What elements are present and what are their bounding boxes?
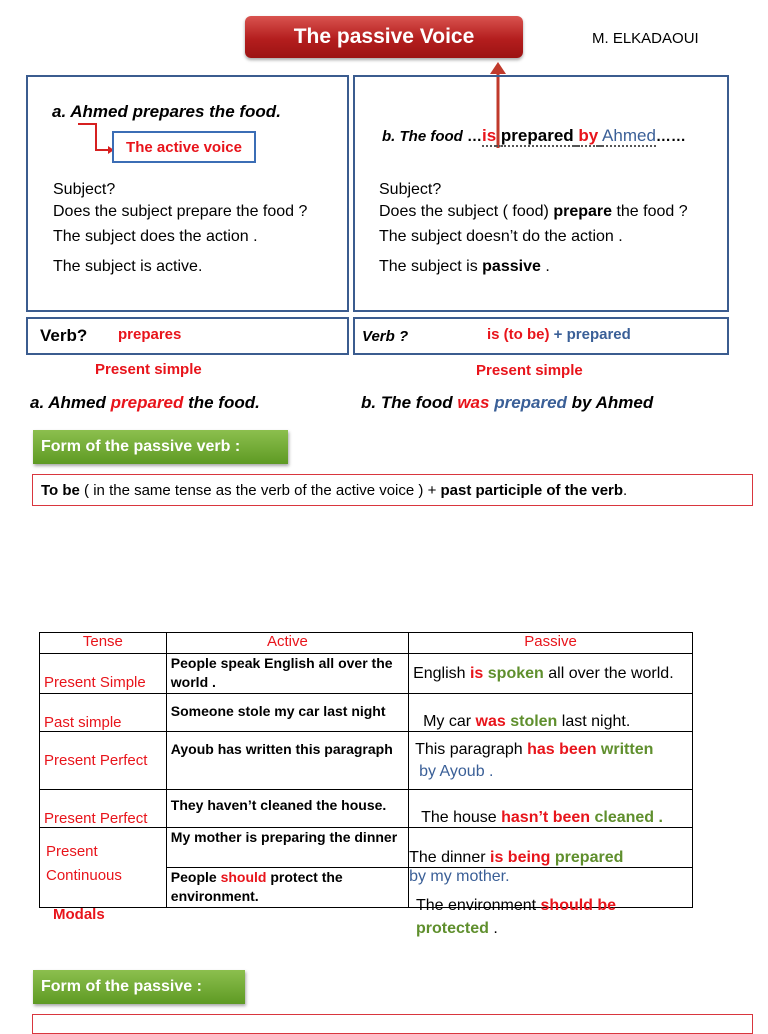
- dots-pre: …: [466, 128, 482, 145]
- verb-label-right: Verb ?: [362, 328, 409, 345]
- table-row: People should protect the environment. by my mother.: [40, 868, 693, 908]
- past-example-a: a. Ahmed prepared the food.: [30, 393, 260, 412]
- tense-label-left: Present simple: [95, 361, 202, 378]
- subject-active: The subject is active.: [53, 258, 203, 275]
- tense-label-right: Present simple: [476, 362, 583, 379]
- passive-is: is: [481, 126, 497, 145]
- past-example-b: b. The food was prepared by Ahmed: [361, 393, 654, 412]
- verb-value-left: prepares: [118, 326, 182, 343]
- verb-value-right: is (to be) + prepared: [487, 326, 631, 343]
- subject-prepare-question-right: Does the subject ( food) prepare the food ?: [379, 203, 688, 220]
- subject-prepare-question: Does the subject prepare the food ?: [53, 203, 308, 220]
- form-passive-verb-button: Form of the passive verb :: [33, 430, 288, 464]
- active-voice-callout: The active voice: [112, 131, 256, 163]
- header-tense: Tense: [40, 633, 167, 654]
- modals-label: Modals: [53, 906, 105, 923]
- table-row: Present Simple People speak English all over the world . English is spoken all over the world.: [40, 654, 693, 694]
- modals-passive: The environment should be protected .: [416, 897, 617, 937]
- table-header-row: [40, 633, 693, 654]
- right-panel-body: [379, 179, 709, 278]
- subject-question-right: Subject?: [379, 181, 442, 198]
- tense-table: [39, 632, 693, 908]
- subject-not-action: The subject doesn’t do the action .: [379, 228, 623, 245]
- active-sentence: a. Ahmed prepares the food.: [52, 102, 281, 121]
- passive-sentence: [382, 126, 686, 146]
- form-passive-rule-box: [32, 1014, 753, 1034]
- page-title: The passive Voice: [245, 16, 523, 58]
- dots-post: ……: [655, 128, 686, 145]
- header-passive: Passive: [409, 633, 693, 654]
- subject-question: Subject?: [53, 181, 116, 198]
- passive-agent: Ahmed: [602, 126, 656, 145]
- author-name: M. ELKADAOUI: [592, 30, 699, 47]
- table-row: Present Perfect Ayoub has written this paragraph This paragraph has been written by Ayoub .: [40, 732, 693, 790]
- verb-label-left: Verb?: [40, 326, 88, 345]
- passive-prepared: prepared: [500, 126, 574, 145]
- table-row: Past simple Someone stole my car last night My car was stolen last night.: [40, 694, 693, 732]
- subject-passive: The subject is passive .: [379, 258, 550, 275]
- passive-sentence-prefix: b. The food: [382, 128, 467, 145]
- header-active: Active: [166, 633, 408, 654]
- callout-connector: [76, 122, 116, 156]
- passive-by: by: [578, 126, 599, 145]
- table-row: Present Perfect They haven’t cleaned the house. The house hasn’t been cleaned .: [40, 790, 693, 828]
- form-passive-button: Form of the passive :: [33, 970, 245, 1004]
- subject-does-action: The subject does the action .: [53, 228, 258, 245]
- left-panel-body: [53, 179, 333, 278]
- form-passive-verb-rule: To be ( in the same tense as the verb of the active voice ) + past participle of the verb.: [32, 474, 753, 506]
- table-row: Present Continuous My mother is preparing the dinner The dinner is being prepared: [40, 828, 693, 868]
